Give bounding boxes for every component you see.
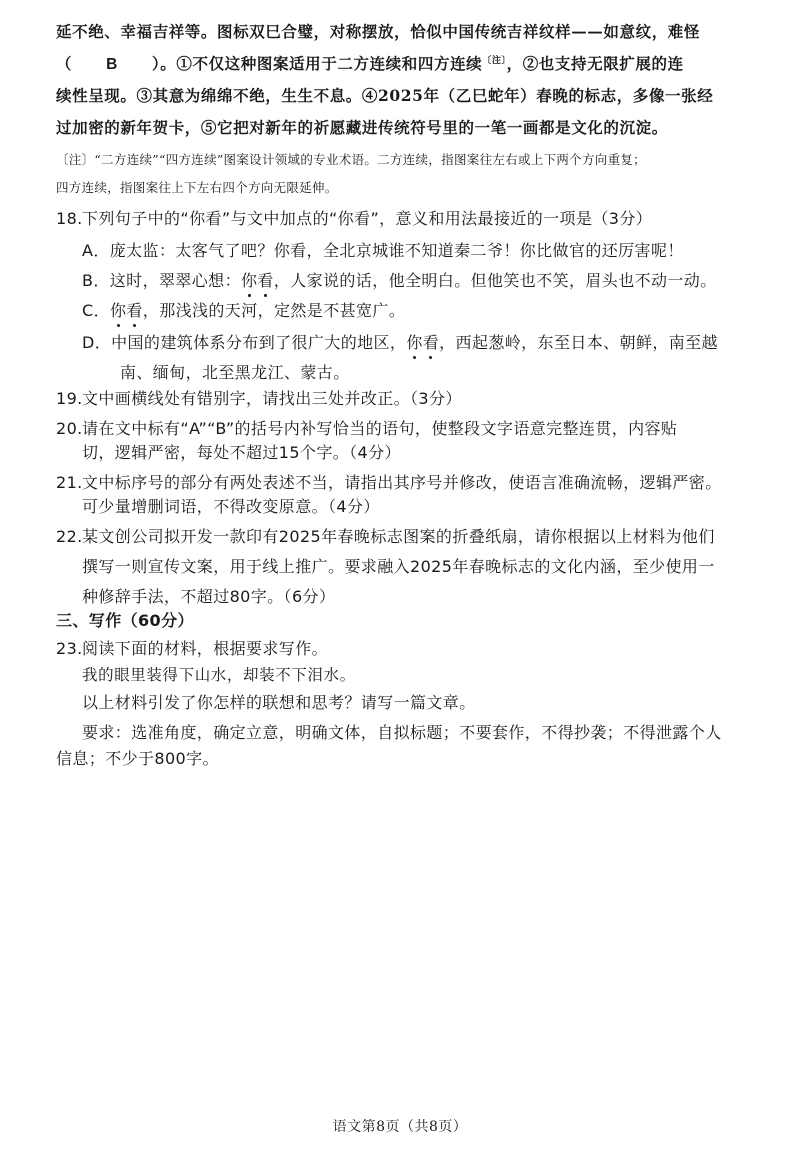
question-number: 23. (56, 639, 83, 658)
option-a: A．庞太监：太客气了吧？你看，全北京城谁不知道秦二爷！你比做官的还厉害呢！ (82, 241, 684, 260)
note-line-2: 四方连续，指图案往上下左右四个方向无限延伸。 (56, 180, 338, 195)
note-marker: 〔注〕 (482, 56, 507, 66)
blank-b-answer: B (106, 56, 118, 73)
writing-material: 我的眼里装得下山水，却装不下泪水。 (82, 666, 356, 684)
question-23-stem (56, 636, 328, 659)
option-c-text: ，那浅浅的天河，定然是不甚宽广。 (142, 301, 406, 320)
question-text: 请在文中标有“A”“B”的括号内补写恰当的语句，使整段文字语意完整连贯，内容贴 (82, 419, 678, 438)
dotted-char: 看 (423, 330, 439, 353)
option-d-text: D．中国的建筑体系分布到了很广大的地区， (82, 333, 407, 352)
note-line-1: 〔注〕“二方连续”“四方连续”图案设计领域的专业术语。二方连续，指图案往左右或上下两个方向重复； (56, 152, 646, 167)
option-d-text-rest: ，西起葱岭，东至日本、朝鲜，南至越 (439, 333, 718, 352)
passage-line-1: 延不绝、幸福吉祥等。图标双巳合璧，对称摆放，恰似中国传统吉祥纹样——如意纹，难怪 (56, 22, 701, 41)
option-b-text-rest: ，人家说的话，他全明白。但他笑也不笑，眉头也不动一动。 (273, 271, 717, 290)
writing-requirements-line-1: 要求：选准角度，确定立意，明确文体，自拟标题；不要套作，不得抄袭；不得泄露个人 (82, 723, 722, 742)
dotted-char: 看 (257, 268, 273, 291)
dotted-char: 你 (406, 330, 422, 353)
option-b-text: B．这时，翠翠心想： (82, 271, 241, 290)
option-c (82, 298, 405, 321)
question-number: 21. (56, 473, 83, 492)
question-21-line-2: 可少量增删词语，不得改变原意。（4分） (82, 497, 380, 516)
dotted-char: 你 (110, 298, 126, 321)
question-18-stem (56, 206, 652, 229)
question-20-line-2: 切，逻辑严密，每处不超过15个字。（4分） (82, 443, 401, 462)
passage-line-2 (56, 52, 684, 74)
question-22-line-1 (56, 524, 715, 547)
blank-paren-close: ） (151, 54, 161, 73)
writing-requirements-line-2: 信息；不少于800字。 (56, 749, 219, 768)
option-c-label: C． (82, 301, 110, 320)
question-number: 18. (56, 209, 83, 228)
question-number: 20. (56, 419, 83, 438)
question-number: 19. (56, 389, 83, 408)
question-text: 文中画横线处有错别字，请找出三处并改正。（3分） (82, 389, 462, 408)
question-number: 22. (56, 527, 83, 546)
blank-paren-open: （ (56, 54, 73, 73)
dotted-char: 你 (241, 268, 257, 291)
passage-line-2-tail: ，②也支持无限扩展的连 (506, 54, 684, 73)
writing-prompt: 以上材料引发了你怎样的联想和思考？请写一篇文章。 (82, 693, 476, 712)
dotted-char: 看 (126, 298, 142, 321)
question-text: 下列句子中的“你看”与文中加点的“你看”，意义和用法最接近的一项是（3分） (82, 209, 653, 228)
question-text: 文中标序号的部分有两处表述不当，请指出其序号并修改，使语言准确流畅，逻辑严密。 (82, 473, 722, 492)
question-19 (56, 386, 462, 409)
option-d (82, 330, 718, 353)
question-22-line-2: 撰写一则宣传文案，用于线上推广。要求融入2025年春晚标志的文化内涵，至少使用一 (82, 557, 715, 576)
section-title-writing: 三、写作（60分） (56, 611, 194, 630)
option-d-line-2: 南、缅甸，北至黑龙江、蒙古。 (120, 363, 350, 382)
page-footer: 语文第8页（共8页） (332, 1119, 468, 1135)
question-20-line-1 (56, 416, 677, 439)
option-b (82, 268, 717, 291)
passage-line-2-text: 。①不仅这种图案适用于二方连续和四方连续 (160, 54, 483, 73)
passage-line-4: 过加密的新年贺卡，⑤它把对新年的祈愿藏进传统符号里的一笔一画都是文化的沉淀。 (56, 118, 668, 137)
question-text: 某文创公司拟开发一款印有2025年春晚标志图案的折叠纸扇，请你根据以上材料为他们 (82, 527, 715, 546)
question-21-line-1 (56, 470, 722, 493)
question-22-line-3: 种修辞手法，不超过80字。（6分） (82, 587, 336, 606)
passage-line-3: 续性呈现。③其意为绵绵不绝，生生不息。④2025年（乙巳蛇年）春晚的标志，多像一张经 (56, 86, 714, 105)
question-text: 阅读下面的材料，根据要求写作。 (82, 639, 329, 658)
